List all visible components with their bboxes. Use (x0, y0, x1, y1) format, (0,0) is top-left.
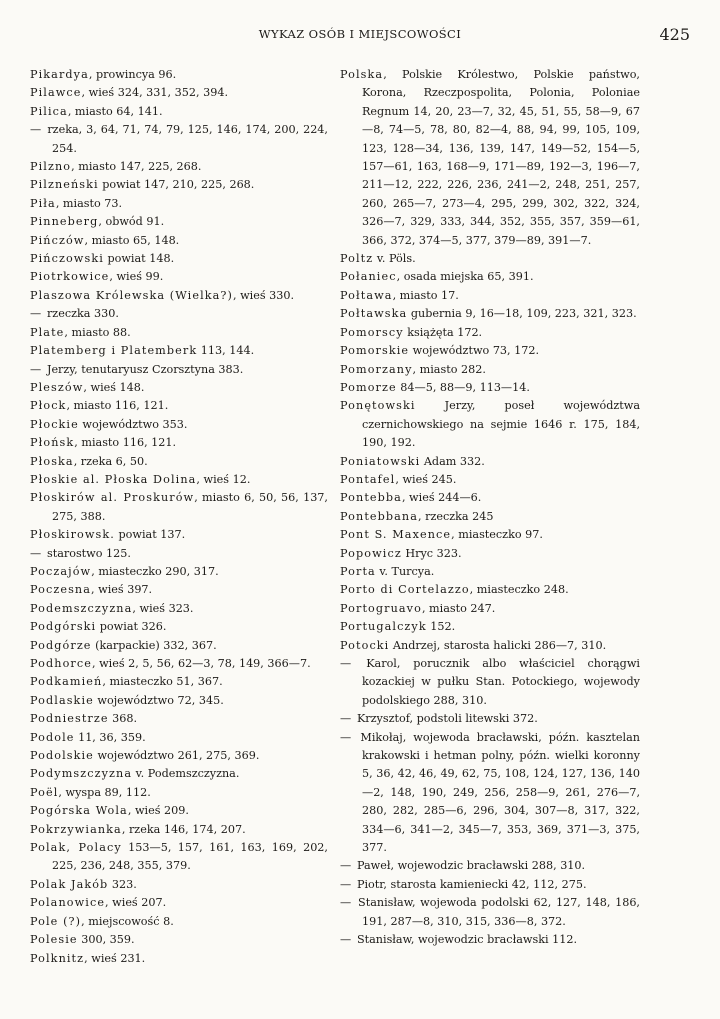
entry-headword: Połaniec (340, 270, 397, 284)
entry-text: Paweł, wojewodzic bracławski 288, 310. (356, 859, 586, 873)
entry-headword: — (340, 877, 357, 891)
index-entry (30, 673, 328, 691)
entry-headword: Pomorzany (340, 362, 413, 376)
entry-text: , rzeka 146, 174, 207. (121, 822, 246, 836)
entry-headword: Pilzno (30, 160, 72, 174)
entry-text: Karol, porucznik albo właściciel chorągwi kozackiej w pułku Stan. Potockiego, wojewody podolskiego 288, 310. (362, 657, 640, 707)
index-entry (30, 195, 328, 213)
entry-text: 152. (426, 620, 456, 634)
entry-headword: Ponętowski (340, 399, 416, 413)
entry-headword: Podymszczyzna (30, 767, 133, 781)
index-entry (340, 508, 640, 526)
entry-headword: Podlaskie (30, 693, 94, 707)
entry-text: , wieś 244—6. (401, 491, 482, 505)
index-entry (340, 876, 640, 894)
entry-text: , miasteczko 51, 367. (102, 675, 223, 689)
entry-headword: Pontebba (340, 491, 402, 505)
entry-text: , miasto 247. (421, 601, 496, 615)
entry-headword: Portogruavo (340, 601, 422, 615)
entry-headword: Połtawska (340, 307, 408, 321)
entry-headword: — (340, 896, 359, 910)
entry-text: , wieś 323. (132, 601, 194, 615)
index-entry (340, 324, 640, 342)
entry-text: Piotr, starosta kamieniecki 42, 112, 275. (356, 877, 587, 891)
entry-text: Stanisław, wojewodzic bracławski 112. (356, 933, 578, 947)
index-entry (340, 379, 640, 397)
entry-text: , rzeka 6, 50. (73, 454, 148, 468)
entry-text: , wieś 231. (84, 951, 146, 965)
entry-headword: — (340, 859, 357, 873)
index-entry (340, 268, 640, 286)
entry-text: , wieś 245. (395, 472, 457, 486)
entry-text: 300, 359. (77, 933, 135, 947)
entry-text: 113, 144. (197, 344, 255, 358)
entry-headword: Pomorze (340, 380, 397, 394)
entry-headword: Porta (340, 564, 376, 578)
entry-headword: — (30, 546, 47, 560)
index-entry (340, 729, 640, 858)
index-entry (30, 563, 328, 581)
entry-text: , miejscowość 8. (81, 914, 174, 928)
entry-text: Jerzy, poseł województwa czernichowskiego na sejmie 1646 r. 175, 184, 190, 192. (362, 399, 640, 450)
entry-headword: Pińczów (30, 233, 85, 247)
index-entry (30, 84, 328, 102)
entry-text: powiat 148. (103, 252, 175, 266)
entry-text: v. Turcya. (375, 564, 435, 578)
entry-headword: Płoska (30, 454, 74, 468)
index-entry (30, 361, 328, 379)
entry-headword: Pokrzywianka (30, 822, 122, 836)
index-entry (30, 950, 328, 968)
index-entry (30, 471, 328, 489)
index-entry (30, 618, 328, 636)
entry-headword: Piotrkowice (30, 270, 110, 284)
entry-text: , wieś 2, 5, 56, 62—3, 78, 149, 366—7. (91, 657, 311, 670)
entry-headword: Polak, Polacy (30, 841, 122, 855)
entry-headword: Portugalczyk (340, 620, 427, 634)
index-entry (30, 176, 328, 194)
entry-text: , miasto 116, 121. (66, 399, 169, 413)
entry-text: książęta 172. (403, 325, 483, 339)
entry-text: starostwo 125. (46, 546, 131, 560)
index-entry (340, 857, 640, 875)
entry-headword: Połtawa (340, 288, 393, 302)
index-entry (30, 324, 328, 342)
entry-text: , miasto 64, 141. (67, 104, 163, 118)
index-entry (340, 655, 640, 710)
index-entry (30, 692, 328, 710)
index-entry (30, 894, 328, 912)
index-entry (340, 305, 640, 323)
entry-headword: Platemberg i Platemberk (30, 344, 198, 358)
entry-text: , miasto 147, 225, 268. (71, 160, 202, 174)
index-entry (30, 913, 328, 931)
entry-headword: Poczajów (30, 564, 92, 578)
entry-text: v. Podemszczyzna. (132, 767, 240, 781)
index-entry (30, 66, 328, 84)
entry-headword: Pilica (30, 104, 68, 118)
entry-headword: Podgórze (30, 638, 92, 652)
index-entry (30, 287, 328, 305)
entry-headword: Pińczowski (30, 252, 104, 266)
entry-text: , miasto 6, 50, 56, 137, 275, 388. (52, 491, 328, 523)
entry-text: Jerzy, tenutaryusz Czorsztyna 383. (46, 362, 244, 376)
entry-text: , miasto 282. (412, 362, 486, 376)
index-entry (340, 618, 640, 636)
entry-headword: Pinneberg (30, 215, 99, 229)
index-entry (30, 765, 328, 783)
entry-text: województwo 73, 172. (409, 344, 540, 358)
entry-text: , wieś 397. (91, 583, 153, 597)
index-entry (30, 526, 328, 544)
index-entry (340, 66, 640, 250)
entry-headword: Piła (30, 196, 56, 210)
index-entry (340, 361, 640, 379)
index-entry (30, 710, 328, 728)
entry-headword: Popowicz (340, 546, 402, 560)
entry-headword: Pilzneński (30, 178, 99, 192)
entry-text: 323. (108, 877, 137, 891)
index-entry (30, 876, 328, 894)
entry-headword: — (30, 123, 48, 137)
entry-headword: — (340, 657, 367, 670)
index-entry (30, 103, 328, 121)
entry-text: rzeka, 3, 64, 71, 74, 79, 125, 146, 174, 200, 224, 254. (47, 123, 328, 155)
index-entry (30, 268, 328, 286)
entry-text: , prowincya 96. (88, 68, 177, 81)
entry-text: powiat 137. (114, 528, 186, 542)
entry-headword: Polska (340, 68, 384, 81)
entry-text: województwo 72, 345. (93, 693, 224, 707)
index-entry (30, 397, 328, 415)
index-entry (30, 839, 328, 876)
index-entry (30, 305, 328, 323)
entry-text: rzeczka 330. (46, 307, 119, 321)
entry-text: gubernia 9, 16—18, 109, 223, 321, 323. (407, 307, 637, 321)
entry-text: , wieś 330. (232, 288, 295, 302)
entry-text: 368. (108, 712, 138, 726)
entry-headword: — (30, 362, 47, 376)
index-entry (30, 600, 328, 618)
entry-headword: Plaszowa Królewska (Wielka?) (30, 288, 233, 302)
entry-text: Hryc 323. (401, 546, 462, 560)
entry-text: , rzeczka 245 (418, 509, 494, 523)
index-entry (30, 729, 328, 747)
entry-text: 11, 36, 359. (74, 730, 146, 744)
entry-headword: — (340, 730, 361, 744)
index-entry (30, 747, 328, 765)
index-entry (340, 342, 640, 360)
index-entry (30, 121, 328, 158)
entry-headword: Polak Jakób (30, 877, 109, 891)
entry-text: , wieś 209. (127, 804, 189, 818)
entry-text: , miasto 116, 121. (74, 436, 177, 450)
index-entry (30, 802, 328, 820)
entry-headword: Płockie (30, 417, 79, 431)
entry-text: powiat 326. (96, 620, 167, 634)
entry-text: Adam 332. (420, 454, 485, 468)
index-entry (340, 637, 640, 655)
running-header: WYKAZ OSÓB I MIEJSCOWOŚCI (258, 27, 462, 41)
entry-text: , miasto 65, 148. (84, 233, 180, 247)
entry-text: województwo 353. (78, 417, 188, 431)
entry-headword: Pontafel (340, 472, 396, 486)
entry-headword: Płock (30, 399, 67, 413)
index-entry (340, 471, 640, 489)
entry-headword: — (340, 933, 357, 947)
index-entry (30, 453, 328, 471)
page-number: 425 (659, 25, 690, 44)
entry-text: , wieś 207. (105, 896, 167, 910)
entry-headword: Poltz (340, 252, 374, 266)
entry-headword: Płoskirowsk. (30, 528, 115, 542)
entry-headword: Płoskirów al. Proskurów (30, 491, 195, 505)
index-entry (340, 600, 640, 618)
entry-headword: Pilawce (30, 86, 82, 100)
index-entry (30, 489, 328, 526)
index-entry (340, 894, 640, 931)
entry-text: , miasto 88. (64, 325, 131, 339)
entry-headword: Podhorce (30, 657, 92, 670)
entry-headword: Polesie (30, 933, 78, 947)
index-entry (30, 655, 328, 673)
entry-headword: Poël (30, 785, 59, 799)
index-entry (30, 434, 328, 452)
entry-text: , wyspa 89, 112. (58, 785, 151, 799)
entry-headword: Pont S. Maxence (340, 528, 452, 542)
entry-headword: — (340, 712, 357, 726)
entry-headword: Płońsk (30, 436, 75, 450)
entry-headword: Pontebbana (340, 509, 418, 523)
entry-text: 84—5, 88—9, 113—14. (396, 380, 530, 394)
entry-headword: Polanowice (30, 896, 106, 910)
index-entry (30, 545, 328, 563)
entry-headword: Pikardya (30, 68, 89, 81)
index-entry (30, 232, 328, 250)
index-entry (30, 784, 328, 802)
entry-headword: Podolskie (30, 749, 94, 763)
entry-text: Stanisław, wojewoda podolski 62, 127, 148, 186, 191, 287—8, 310, 315, 336—8, 372. (358, 896, 640, 928)
entry-text: , Polskie Królestwo, Polskie państwo, Korona, Rzeczpospolita, Polonia, Poloniae Regnum 14, 20, 23—7, 32, 45, 51, 55, 58—9, 67—8, 74—5, 78, 80, 82—4, 88, 94, 99, 105, 109, 123, 128—34, 136, 139, 147, 149—52, 154—5, 157—61, 163, 168—9, 171—89, 192—3, 196—7, 211—12, 222, 226, 236, 241—2, 248, 251, 257, 260, 265—7, 273—4, 295, 299, 302, 322, 324, 326—7, 329, 333, 344, 352, 355, 357, 359—61, 366, 372, 374—5, 377, 379—89, 391—7. (362, 68, 640, 247)
entry-headword: Podgórski (30, 620, 97, 634)
index-entry (340, 453, 640, 471)
entry-text: Krzysztof, podstoli litewski 372. (356, 712, 538, 726)
entry-headword: Płoskie al. Płoska Dolina (30, 472, 197, 486)
entry-headword: Pomorskie (340, 344, 410, 358)
index-entry (30, 213, 328, 231)
index-entry (30, 250, 328, 268)
entry-text: powiat 147, 210, 225, 268. (98, 178, 255, 192)
entry-headword: Polknitz (30, 951, 85, 965)
entry-headword: Pleszów (30, 380, 84, 394)
entry-text: v. Pöls. (373, 252, 416, 266)
entry-headword: Plate (30, 325, 65, 339)
entry-text: , miasto 73. (55, 196, 123, 210)
entry-headword: — (30, 307, 47, 321)
entry-text: Mikołaj, wojewoda bracławski, późn. kasztelan krakowski i hetman polny, późn. wielki koronny 5, 36, 42, 46, 49, 62, 75, 108, 124, 127, 136, 140—2, 148, 190, 249, 256, 258—9, 261, 276—7, 280, 282, 285—6, 296, 304, 307—8, 317, 322, 334—6, 341—2, 345—7, 353, 369, 371—3, 375, 377. (360, 730, 640, 855)
index-column-right (340, 66, 640, 950)
index-entry (340, 581, 640, 599)
index-entry (30, 342, 328, 360)
entry-text: , obwód 91. (98, 215, 165, 229)
entry-text: , miasto 17. (392, 288, 459, 302)
entry-headword: Poczesna (30, 583, 92, 597)
index-entry (30, 637, 328, 655)
entry-text: , wieś 324, 331, 352, 394. (81, 86, 229, 100)
index-entry (340, 931, 640, 949)
index-entry (340, 710, 640, 728)
index-entry (30, 581, 328, 599)
index-entry (340, 250, 640, 268)
entry-headword: Podniestrze (30, 712, 109, 726)
entry-headword: Pole (?) (30, 914, 82, 928)
index-entry (30, 158, 328, 176)
entry-text: , miasteczko 290, 317. (91, 564, 219, 578)
entry-text: , wieś 12. (196, 472, 251, 486)
entry-text: (karpackie) 332, 367. (91, 638, 217, 652)
index-entry (340, 397, 640, 452)
entry-headword: Pogórska Wola (30, 804, 128, 818)
index-entry (340, 287, 640, 305)
entry-text: 153—5, 157, 161, 163, 169, 202, 225, 236, 248, 355, 379. (52, 841, 328, 873)
index-entry (30, 931, 328, 949)
index-entry (340, 489, 640, 507)
entry-text: , wieś 99. (109, 270, 164, 284)
index-entry (340, 563, 640, 581)
entry-text: województwo 261, 275, 369. (93, 749, 260, 763)
index-entry (30, 821, 328, 839)
entry-headword: Podole (30, 730, 75, 744)
entry-text: , miasteczko 248. (469, 583, 569, 597)
entry-text: , osada miejska 65, 391. (396, 270, 534, 284)
index-entry (30, 379, 328, 397)
entry-headword: Podemszczyzna (30, 601, 133, 615)
entry-text: , wieś 148. (83, 380, 145, 394)
entry-headword: Porto di Cortelazzo (340, 583, 470, 597)
index-column-left (30, 66, 328, 968)
entry-headword: Podkamień (30, 675, 103, 689)
entry-text: Andrzej, starosta halicki 286—7, 310. (389, 638, 607, 652)
entry-headword: Pomorscy (340, 325, 404, 339)
index-entry (340, 545, 640, 563)
entry-text: , miasteczko 97. (451, 528, 543, 542)
entry-headword: Poniatowski (340, 454, 421, 468)
entry-headword: Potocki (340, 638, 390, 652)
index-entry (340, 526, 640, 544)
index-entry (30, 416, 328, 434)
